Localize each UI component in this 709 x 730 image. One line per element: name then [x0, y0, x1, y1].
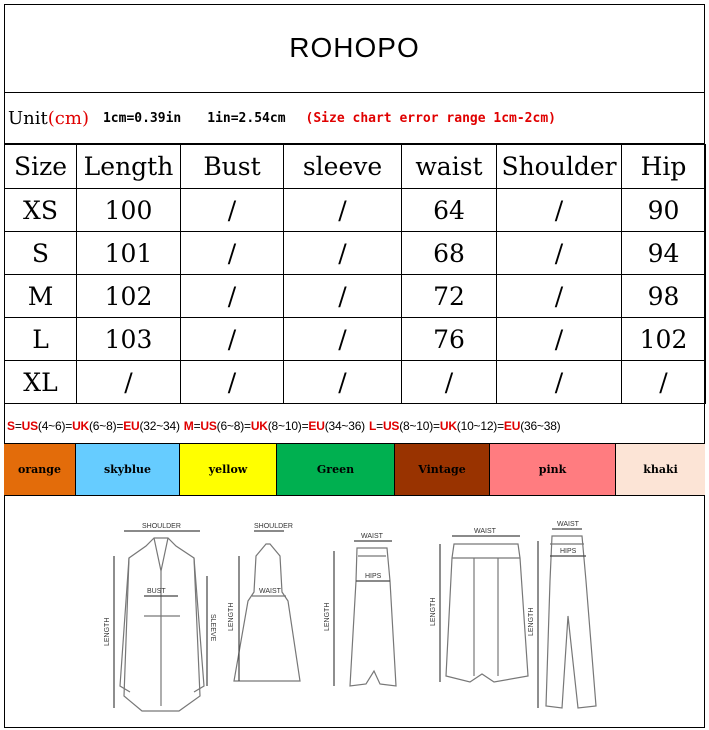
measurement-illustration — [4, 496, 705, 728]
cell-sleeve: / — [284, 275, 402, 318]
cell-waist: 72 — [402, 275, 497, 318]
conv-uk-label: UK — [439, 418, 457, 433]
label-bust: BUST — [147, 588, 166, 595]
cell-waist: 68 — [402, 232, 497, 275]
label-length-skirt: LENGTH — [324, 602, 331, 631]
header-size: Size — [5, 145, 77, 189]
conv-uk-range: (8~10) — [267, 418, 302, 433]
table-row — [5, 189, 706, 232]
label-sleeve: SLEEVE — [209, 614, 216, 642]
cell-size: XS — [5, 189, 77, 232]
header-length: Length — [77, 145, 181, 189]
header-hip: Hip — [622, 145, 706, 189]
cell-shoulder: / — [497, 318, 622, 361]
color-label: Green — [316, 463, 355, 476]
cell-hip: 90 — [622, 189, 706, 232]
table-row — [5, 318, 706, 361]
color-label: yellow — [208, 463, 248, 476]
color-label: orange — [18, 463, 61, 476]
conv-eu-label: EU — [123, 418, 140, 433]
label-waist-skirt: WAIST — [361, 533, 383, 540]
size-conversion-row: S = US (4~6) = UK (6~8) = EU (32~34) M = US (6~8) = UK (8~10) = EU (34~36) L = US (8~10) = UK (10~12) = EU (36~38) — [4, 408, 705, 444]
skirt-diagram — [334, 541, 396, 686]
color-swatch-green[interactable] — [277, 444, 395, 495]
conv-size-l: L — [368, 418, 377, 433]
cell-size: XL — [5, 361, 77, 404]
unit-conversion-in: 1in=2.54cm — [207, 110, 286, 126]
unit-label: Unit — [8, 107, 48, 129]
cell-shoulder: / — [497, 189, 622, 232]
cell-waist: 76 — [402, 318, 497, 361]
brand-title: ROHOPO — [4, 4, 705, 93]
cell-bust: / — [181, 361, 284, 404]
conv-us-label: US — [200, 418, 217, 433]
color-swatches — [4, 444, 705, 496]
conv-uk-range: (10~12) — [456, 418, 498, 433]
header-sleeve: sleeve — [284, 145, 402, 189]
table-row — [5, 232, 706, 275]
cell-bust: / — [181, 318, 284, 361]
color-swatch-skyblue[interactable] — [76, 444, 180, 495]
cell-waist: 64 — [402, 189, 497, 232]
color-label: pink — [538, 463, 567, 476]
label-shoulder: SHOULDER — [142, 523, 181, 530]
cell-length: 101 — [77, 232, 181, 275]
cell-shoulder: / — [497, 361, 622, 404]
cell-hip: 94 — [622, 232, 706, 275]
cell-shoulder: / — [497, 232, 622, 275]
unit-row — [4, 93, 705, 144]
color-label: Vintage — [418, 463, 466, 476]
conv-eu-range: (36~38) — [520, 418, 561, 433]
cell-length: 103 — [77, 318, 181, 361]
conv-eu-range: (32~34) — [139, 418, 180, 433]
conv-uk-range: (6~8) — [89, 418, 117, 433]
pants-diagram — [538, 529, 596, 708]
label-waist-denim: WAIST — [474, 528, 496, 535]
label-hips-skirt: HIPS — [365, 573, 382, 580]
cell-length: / — [77, 361, 181, 404]
measurement-diagrams — [4, 496, 705, 728]
unit-paren: (cm) — [47, 107, 89, 129]
label-hips-pants: HIPS — [560, 548, 577, 555]
conv-uk-label: UK — [72, 418, 90, 433]
conv-us-label: US — [21, 418, 38, 433]
label-waist-pants: WAIST — [557, 521, 579, 528]
cell-length: 100 — [77, 189, 181, 232]
conv-uk-label: UK — [250, 418, 268, 433]
error-range-note: (Size chart error range 1cm-2cm) — [305, 110, 556, 126]
cell-hip: 102 — [622, 318, 706, 361]
color-label: skyblue — [103, 463, 152, 476]
header-shoulder: Shoulder — [497, 145, 622, 189]
label-length-denim: LENGTH — [430, 597, 437, 626]
conv-us-range: (6~8) — [216, 418, 245, 433]
cell-size: M — [5, 275, 77, 318]
unit-conversion-cm: 1cm=0.39in — [102, 110, 182, 126]
conv-eu-label: EU — [308, 418, 325, 433]
size-table-header — [5, 145, 706, 189]
table-row — [5, 361, 706, 404]
label-length-pants: LENGTH — [528, 607, 535, 636]
cell-sleeve: / — [284, 318, 402, 361]
conv-size-m: M — [183, 418, 194, 433]
conv-us-label: US — [382, 418, 400, 433]
table-row — [5, 275, 706, 318]
color-swatch-vintage[interactable] — [395, 444, 490, 495]
size-table — [4, 144, 706, 404]
cell-bust: / — [181, 232, 284, 275]
label-length-dress: LENGTH — [228, 602, 235, 631]
cell-sleeve: / — [284, 361, 402, 404]
cell-hip: / — [622, 361, 706, 404]
label-waist-dress: WAIST — [259, 588, 281, 595]
conv-size-s: S — [7, 418, 15, 433]
color-swatch-yellow[interactable] — [180, 444, 277, 495]
cell-bust: / — [181, 275, 284, 318]
color-swatch-khaki[interactable] — [616, 444, 705, 495]
label-length: LENGTH — [104, 617, 111, 646]
conv-eu-label: EU — [503, 418, 521, 433]
cell-waist: / — [402, 361, 497, 404]
conv-us-range: (8~10) — [399, 418, 434, 433]
denim-skirt-diagram — [440, 536, 528, 682]
cell-shoulder: / — [497, 275, 622, 318]
coat-diagram — [114, 531, 207, 711]
cell-length: 102 — [77, 275, 181, 318]
cell-hip: 98 — [622, 275, 706, 318]
conv-us-range: (4~6) — [37, 418, 66, 433]
dress-diagram — [234, 531, 300, 681]
cell-sleeve: / — [284, 232, 402, 275]
label-shoulder-dress: SHOULDER — [254, 523, 293, 530]
color-label: khaki — [643, 463, 678, 476]
color-swatch-orange[interactable] — [4, 444, 76, 495]
header-waist: waist — [402, 145, 497, 189]
color-swatch-pink[interactable] — [490, 444, 616, 495]
header-bust: Bust — [181, 145, 284, 189]
conv-eu-range: (34~36) — [324, 418, 365, 433]
cell-sleeve: / — [284, 189, 402, 232]
cell-size: L — [5, 318, 77, 361]
cell-bust: / — [181, 189, 284, 232]
cell-size: S — [5, 232, 77, 275]
